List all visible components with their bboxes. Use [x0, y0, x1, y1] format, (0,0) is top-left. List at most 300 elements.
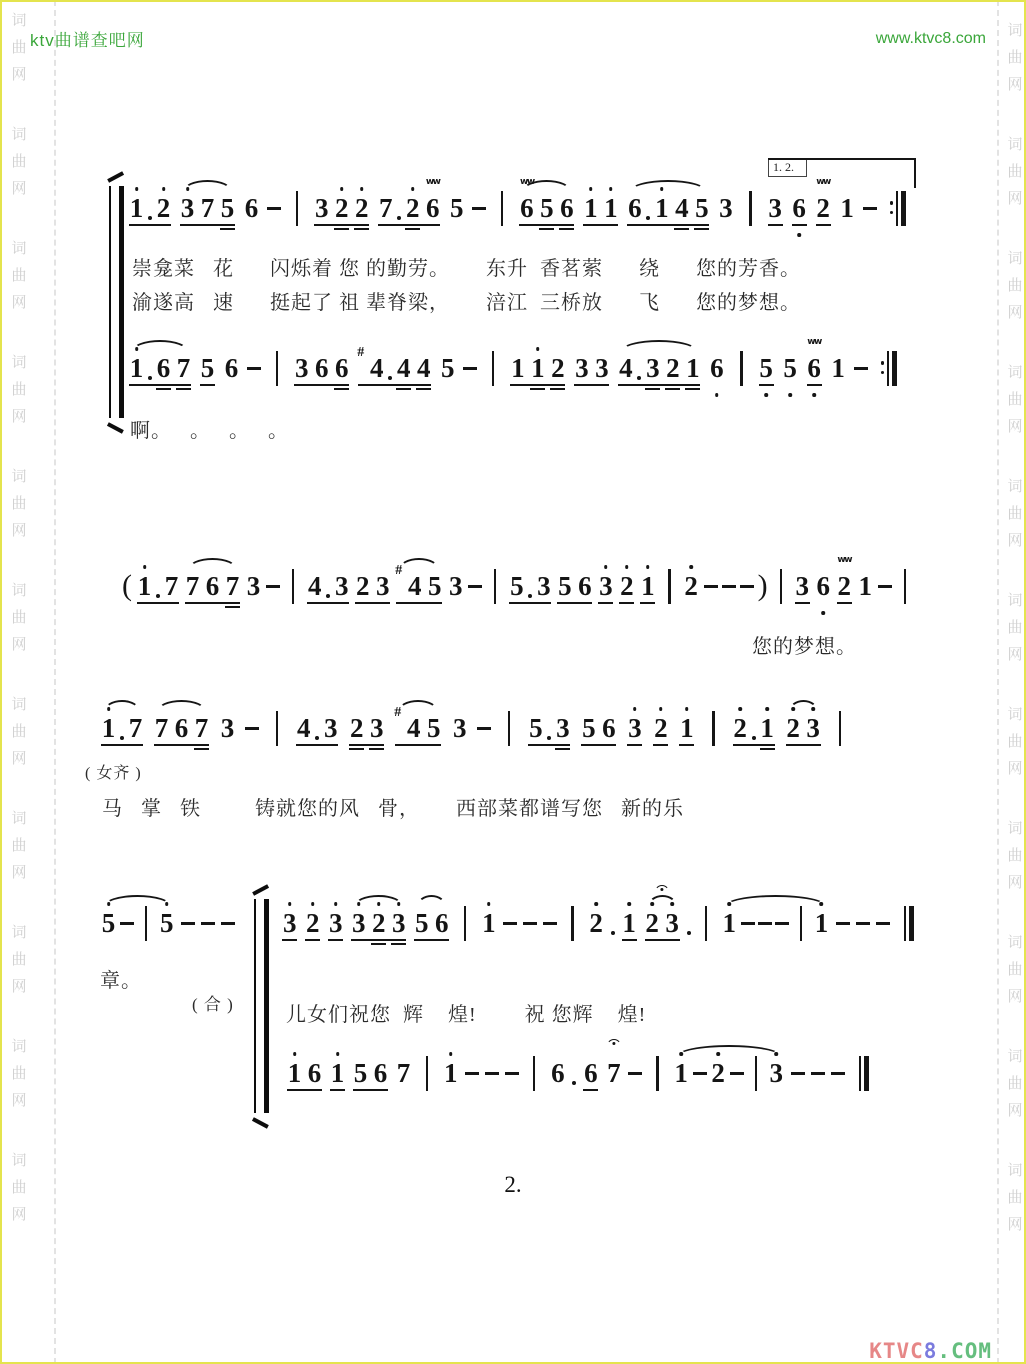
- note-digit: 2: [589, 908, 603, 938]
- note-digit: 3: [768, 193, 782, 223]
- note-digit: 6: [560, 193, 574, 223]
- page-number: 2.: [504, 1172, 522, 1197]
- watermark-char: 网: [1007, 533, 1023, 549]
- note: [163, 568, 180, 606]
- note: [710, 1055, 727, 1093]
- octave-dot-above-icon: [288, 902, 292, 906]
- duration-dash: [120, 922, 134, 925]
- note-digit: 1: [840, 193, 854, 223]
- watermark-char: 曲: [11, 268, 27, 284]
- beam-group: [721, 905, 830, 943]
- underline-beam: [795, 602, 810, 604]
- note-digit: 7: [164, 571, 179, 601]
- note-digit: 3: [391, 908, 406, 938]
- lyrics-verse-3: 马 掌 铁 铸就您的风 骨， 西部菜都谱写您 新的乐: [102, 798, 684, 820]
- watermark-char: 词: [11, 697, 27, 713]
- note: [529, 350, 546, 388]
- volta-label: 1. 2.: [768, 160, 807, 177]
- beam-line: [396, 602, 442, 604]
- octave-dot-above-icon: [685, 707, 689, 711]
- note: [602, 190, 619, 228]
- note: [377, 190, 394, 228]
- augmentation-dot-icon: [148, 376, 152, 380]
- duration-dash: [485, 1072, 499, 1075]
- note: [768, 1055, 785, 1093]
- note-digit: 3: [599, 571, 613, 601]
- duration-dash: [836, 922, 850, 925]
- beam-line: [129, 384, 191, 386]
- augmentation-dot-icon: [752, 736, 756, 740]
- underline-beam: [220, 228, 235, 230]
- watermark-char: 词: [11, 469, 27, 485]
- note: [368, 710, 385, 748]
- note: [372, 1055, 389, 1093]
- barline: [712, 711, 714, 746]
- repeat-dots-icon: [890, 201, 894, 226]
- underline-beam: [559, 228, 574, 230]
- beam-line: [395, 744, 441, 746]
- note: [683, 568, 700, 606]
- barline: [780, 569, 782, 604]
- note-digit: 6: [334, 353, 349, 383]
- note-digit: 1: [686, 353, 700, 383]
- duration-dash: [693, 1072, 707, 1075]
- augmentation-dot-icon: [148, 216, 152, 220]
- duration-dash: [704, 585, 718, 588]
- note-digit: 7: [378, 193, 393, 223]
- note-digit: 2: [837, 571, 851, 601]
- barline: [800, 906, 802, 941]
- watermark-char: 曲: [11, 40, 27, 56]
- note: [219, 190, 236, 228]
- note-digit: 1: [531, 353, 545, 383]
- barline: [292, 569, 294, 604]
- octave-dot-above-icon: [336, 1052, 340, 1056]
- note: [199, 350, 216, 388]
- watermark-char: 网: [11, 979, 27, 995]
- note-digit: 3: [646, 353, 660, 383]
- duration-dash: [543, 922, 557, 925]
- octave-dot-above-icon: [727, 902, 731, 906]
- beam-line: [137, 602, 179, 604]
- note: [415, 350, 432, 388]
- underline-beam: [405, 228, 420, 230]
- note: [243, 190, 260, 228]
- duration-dash: [245, 727, 259, 730]
- note-digit: 7: [200, 193, 215, 223]
- note: [549, 350, 566, 388]
- watermark-char: 网: [1007, 647, 1023, 663]
- label-female-unison: ( 女齐 ): [85, 765, 142, 782]
- note-digit: 3: [375, 571, 390, 601]
- underline-beam: [694, 228, 709, 230]
- watermark-char: 词: [1007, 251, 1023, 267]
- note: [758, 350, 775, 388]
- underline-beam: [685, 388, 700, 390]
- octave-dot-above-icon: [670, 902, 674, 906]
- beam-group: [582, 190, 619, 228]
- underline-beam: [759, 384, 774, 386]
- barline: [571, 906, 573, 941]
- watermark-char: 网: [11, 1093, 27, 1109]
- note-digit: 1: [858, 571, 872, 601]
- underline-beam: [679, 744, 694, 746]
- underline-beam: [665, 388, 680, 390]
- underline-beam: [768, 224, 783, 226]
- ktvc8-logo: [815, 1315, 992, 1364]
- lyrics-verse-4: 儿女们祝您 辉 煌! 祝 您辉 煌!: [286, 1004, 647, 1026]
- note-digit: 4: [406, 713, 421, 743]
- barline: [276, 711, 278, 746]
- note: [639, 568, 656, 606]
- note: [582, 1055, 599, 1093]
- underline-beam: [539, 228, 554, 230]
- left-margin-divider: [54, 0, 56, 1364]
- underline-beam: [583, 1089, 598, 1091]
- beam-group: [732, 710, 776, 748]
- octave-dot-above-icon: [293, 1052, 297, 1056]
- beam-group: [352, 1055, 389, 1093]
- note: [158, 905, 175, 943]
- beam-group: [395, 563, 443, 606]
- note: [447, 568, 464, 606]
- underline-beam: [416, 388, 431, 390]
- note-digit: 1: [722, 908, 736, 938]
- note: [353, 190, 370, 228]
- beam-line: [154, 744, 209, 746]
- note: [433, 905, 450, 943]
- beam-group: [556, 568, 593, 606]
- note-digit: 1: [760, 713, 774, 743]
- label-together: ( 合 ): [192, 995, 234, 1014]
- duration-dash: [267, 207, 281, 210]
- duration-dash: [468, 585, 482, 588]
- note: [708, 350, 725, 388]
- beam-group: [128, 350, 192, 388]
- underline-beam: [598, 602, 613, 604]
- beam-group: [295, 710, 339, 748]
- barline: [705, 906, 707, 941]
- music-system-5: [286, 1055, 869, 1093]
- note-digit: 5: [449, 193, 464, 223]
- octave-dot-above-icon: [646, 565, 650, 569]
- octave-dot-above-icon: [186, 187, 190, 191]
- barline: [464, 906, 466, 941]
- octave-dot-above-icon: [604, 565, 608, 569]
- beam-line: [627, 224, 709, 226]
- underline-beam: [328, 939, 343, 941]
- beam-group: [179, 190, 236, 228]
- music-system-2: [122, 555, 914, 606]
- octave-dot-above-icon: [594, 902, 598, 906]
- octave-dot-above-icon: [135, 347, 139, 351]
- note: [245, 568, 262, 606]
- underline-beam: [305, 939, 320, 941]
- octave-dot-above-icon: [165, 902, 169, 906]
- note-digit: 1: [622, 908, 636, 938]
- left-watermark-column: [8, 8, 30, 1262]
- note: [573, 350, 590, 388]
- duration-dash: [878, 585, 892, 588]
- duration-dash: [201, 922, 215, 925]
- beam-line: [351, 939, 406, 941]
- note-digit: 3: [795, 571, 809, 601]
- note: [374, 568, 391, 606]
- duration-dash: [876, 922, 890, 925]
- note-digit: 6: [174, 713, 189, 743]
- duration-dash: [791, 1072, 805, 1075]
- note-digit: 2: [666, 353, 680, 383]
- watermark-char: 曲: [1007, 962, 1023, 978]
- beam-group: [509, 350, 566, 388]
- note-digit: 2: [551, 353, 565, 383]
- mordent-icon: ww: [816, 177, 830, 187]
- note: [322, 710, 339, 748]
- note-digit: 1: [641, 571, 655, 601]
- note-digit: 6: [578, 571, 592, 601]
- underline-beam: [194, 748, 209, 750]
- beam-group: [313, 190, 370, 228]
- note-digit: 7: [225, 571, 240, 601]
- augmentation-dot-icon: [397, 216, 401, 220]
- octave-dot-above-icon: [774, 1052, 778, 1056]
- watermark-char: 曲: [11, 1066, 27, 1082]
- octave-dot-above-icon: [340, 187, 344, 191]
- beam-group: [617, 350, 701, 388]
- note: [480, 905, 497, 943]
- watermark-char: 词: [1007, 365, 1023, 381]
- octave-dot-above-icon: [679, 1052, 683, 1056]
- logo-part-green: .COM: [937, 1339, 992, 1363]
- underline-beam: [645, 388, 660, 390]
- note: [350, 905, 367, 943]
- beam-line: [185, 602, 240, 604]
- beam-line: [510, 384, 565, 386]
- beam-line: [353, 1089, 388, 1091]
- octave-dot-above-icon: [311, 902, 315, 906]
- note-digit: 6: [434, 908, 449, 938]
- note-digit: 2: [405, 193, 420, 223]
- note-digit: 1: [604, 193, 618, 223]
- watermark-char: 网: [1007, 77, 1023, 93]
- octave-dot-above-icon: [334, 902, 338, 906]
- note: [313, 190, 330, 228]
- watermark-char: 曲: [1007, 848, 1023, 864]
- watermark-char: 词: [11, 925, 27, 941]
- watermark-char: 曲: [11, 952, 27, 968]
- octave-dot-above-icon: [360, 187, 364, 191]
- augmentation-dot-icon: [572, 1081, 576, 1085]
- barline: [276, 351, 278, 386]
- watermark-char: 曲: [1007, 164, 1023, 180]
- note-digit: 2: [645, 908, 659, 938]
- note-digit: 2: [371, 908, 386, 938]
- watermark-char: 网: [1007, 305, 1023, 321]
- note-digit: 5: [427, 571, 442, 601]
- beam-line: [786, 744, 821, 746]
- note: [413, 905, 430, 943]
- note: [286, 1055, 303, 1093]
- octave-dot-above-icon: [609, 187, 613, 191]
- beam-group: [357, 345, 432, 388]
- site-name-link[interactable]: ktv曲谱查吧网: [30, 31, 145, 50]
- note-digit: 7: [176, 353, 191, 383]
- octave-dot-above-icon: [162, 187, 166, 191]
- note: [644, 905, 661, 943]
- watermark-char: 网: [1007, 875, 1023, 891]
- duration-dash: [863, 207, 877, 210]
- mordent-icon: ww: [837, 555, 852, 565]
- note: [593, 350, 610, 388]
- note-digit: 1: [584, 193, 598, 223]
- note-digit: 6: [244, 193, 259, 223]
- watermark-char: 网: [11, 181, 27, 197]
- note-digit: 7: [185, 571, 200, 601]
- underline-beam: [619, 602, 634, 604]
- beam-line: [296, 744, 338, 746]
- beam-group: [100, 905, 175, 943]
- note-digit: 3: [328, 908, 343, 938]
- sharp-icon: #: [395, 563, 403, 578]
- note-digit: 5: [783, 353, 797, 383]
- note: [673, 1055, 690, 1093]
- underline-beam: [627, 744, 642, 746]
- beam-group: [580, 710, 617, 748]
- duration-dash: [722, 585, 736, 588]
- barline: [755, 1056, 757, 1091]
- beam-group: [573, 350, 610, 388]
- watermark-char: 曲: [11, 1180, 27, 1196]
- note-digit: 6: [602, 713, 616, 743]
- note: [791, 190, 808, 228]
- note: [193, 710, 210, 748]
- note-digit: 4: [396, 353, 411, 383]
- beam-line: [101, 744, 143, 746]
- beam-group: [354, 568, 391, 606]
- watermark-char: 曲: [11, 838, 27, 854]
- beam-line: [583, 224, 618, 226]
- octave-dot-above-icon: [633, 707, 637, 711]
- site-url-link[interactable]: www.ktvc8.com: [875, 30, 986, 47]
- beam-line: [733, 744, 775, 746]
- octave-dot-below-icon: [788, 393, 792, 397]
- beam-group: [644, 905, 681, 943]
- note-digit: 3: [323, 713, 338, 743]
- barline: [492, 351, 494, 386]
- note-digit: 1: [831, 353, 845, 383]
- note-digit: 3: [282, 908, 297, 938]
- note-digit: 4: [369, 353, 384, 383]
- note: [830, 350, 847, 388]
- barline: [508, 711, 510, 746]
- note: [223, 350, 240, 388]
- note: [805, 710, 822, 748]
- note-digit: 5: [200, 353, 215, 383]
- note: [128, 190, 145, 228]
- system-bracket-icon: [109, 186, 124, 418]
- note: [597, 568, 614, 606]
- watermark-char: 网: [11, 865, 27, 881]
- octave-dot-above-icon: [627, 902, 631, 906]
- barline: [533, 1056, 535, 1091]
- note: [370, 905, 387, 943]
- augmentation-dot-icon: [156, 594, 160, 598]
- music-system-4: [100, 905, 914, 943]
- note: [785, 710, 802, 748]
- note: [582, 190, 599, 228]
- note-digit: 6: [373, 1058, 388, 1088]
- octave-dot-above-icon: [738, 707, 742, 711]
- duration-dash: [472, 207, 486, 210]
- watermark-char: 曲: [1007, 50, 1023, 66]
- note-digit: 4: [675, 193, 689, 223]
- volta-bracket: [768, 158, 916, 188]
- underline-beam: [396, 388, 411, 390]
- note-digit: 6: [551, 1058, 565, 1088]
- beam-line: [129, 224, 171, 226]
- watermark-char: 网: [11, 1207, 27, 1223]
- watermark-char: 曲: [11, 154, 27, 170]
- music-system-3: [100, 705, 849, 748]
- duration-dash: [856, 922, 870, 925]
- note: [100, 905, 117, 943]
- note: [600, 710, 617, 748]
- note-digit: 7: [154, 713, 169, 743]
- note-digit: 2: [354, 193, 369, 223]
- note: [327, 905, 344, 943]
- sharp-icon: #: [357, 345, 365, 360]
- note: [295, 710, 312, 748]
- underline-beam: [225, 606, 240, 608]
- note-digit: 3: [351, 908, 366, 938]
- underline-beam: [760, 748, 775, 750]
- note: [100, 710, 117, 748]
- note: [857, 568, 874, 606]
- watermark-char: 词: [1007, 23, 1023, 39]
- note: [621, 905, 638, 943]
- note: [527, 710, 544, 748]
- note-digit: 6: [807, 353, 821, 383]
- underline-beam: [371, 943, 386, 945]
- note: [395, 1055, 412, 1093]
- note-digit: 4: [296, 713, 311, 743]
- beam-group: [348, 710, 385, 748]
- note: [306, 568, 323, 606]
- note-digit: 5: [529, 713, 543, 743]
- duration-dash: [463, 367, 477, 370]
- beam-group: [128, 190, 172, 228]
- octave-dot-above-icon: [589, 187, 593, 191]
- note: [673, 190, 690, 228]
- note-digit: 1: [330, 1058, 345, 1088]
- note: [179, 190, 196, 228]
- duration-dash: [523, 922, 537, 925]
- note: [395, 350, 412, 388]
- note-digit: 6: [224, 353, 239, 383]
- note-digit: 3: [180, 193, 195, 223]
- note-digit: 3: [294, 353, 309, 383]
- beam-line: [180, 224, 235, 226]
- beam-line: [378, 224, 440, 226]
- watermark-char: 网: [11, 637, 27, 653]
- note: [693, 190, 710, 228]
- note-digit: 5: [582, 713, 596, 743]
- note-digit: 2: [156, 193, 171, 223]
- note: [448, 190, 465, 228]
- note-digit: 5: [510, 571, 524, 601]
- note: [508, 568, 525, 606]
- watermark-char: 曲: [1007, 1190, 1023, 1206]
